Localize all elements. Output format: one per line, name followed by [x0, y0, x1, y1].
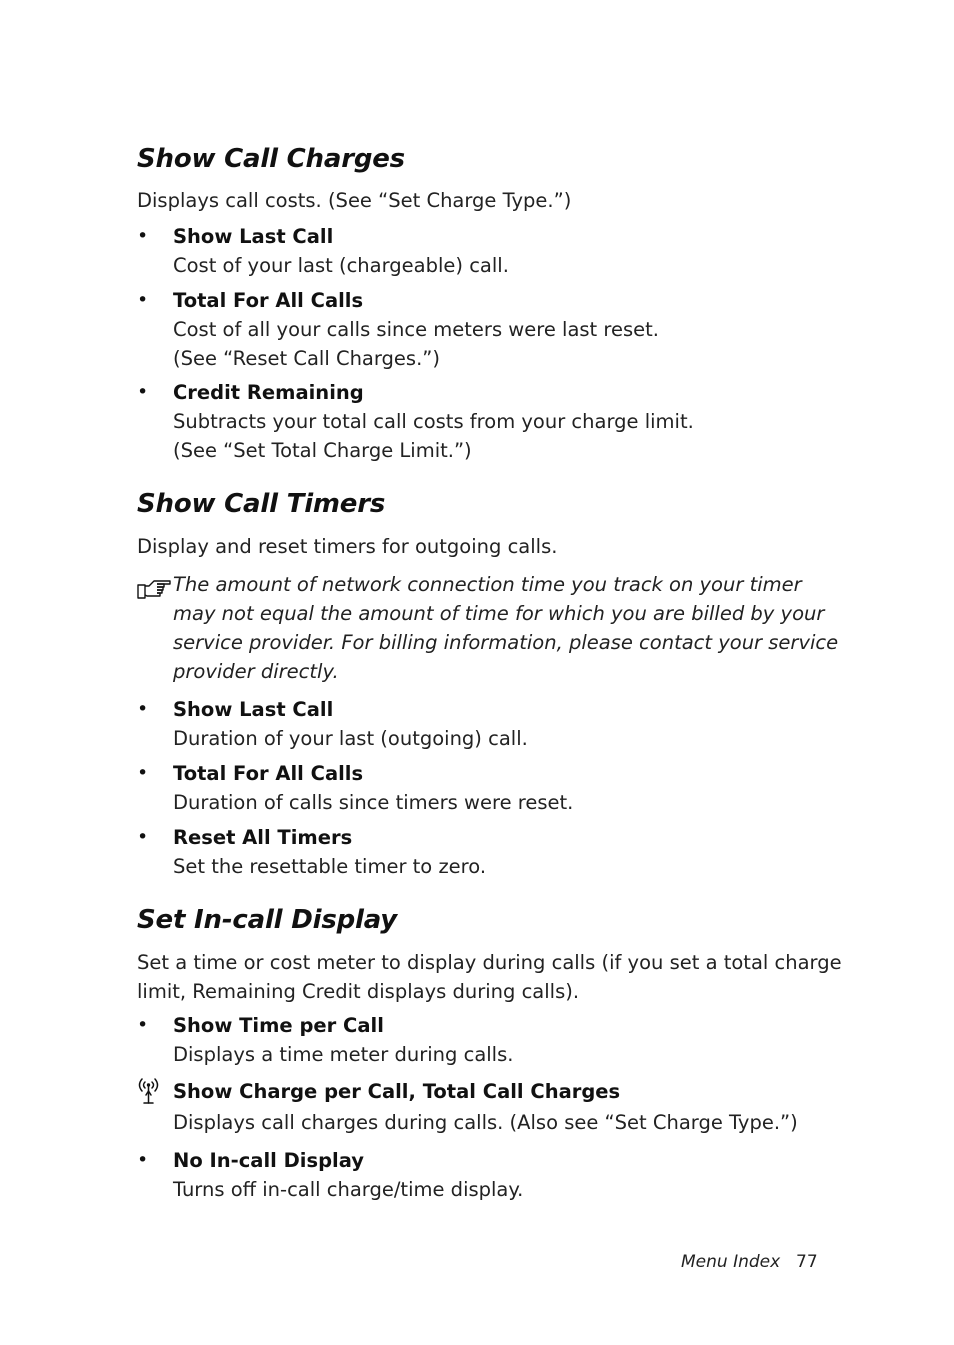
note-line: service provider. For billing information, please contact your service: [173, 631, 839, 654]
item-term: No In-call Display: [173, 1149, 365, 1172]
bullet-icon: •: [137, 1014, 149, 1036]
item-desc: Cost of all your calls since meters were last reset.: [173, 318, 659, 341]
bullet-icon: •: [137, 381, 149, 403]
bullet-icon: •: [137, 1149, 149, 1171]
bullet-icon: •: [137, 289, 149, 311]
section-intro: limit, Remaining Credit displays during calls).: [137, 980, 580, 1003]
item-desc: Cost of your last (chargeable) call.: [173, 254, 509, 277]
item-term: Credit Remaining: [173, 381, 364, 404]
note-line: provider directly.: [173, 660, 339, 683]
section-intro: Displays call costs. (See “Set Charge Type.”): [137, 189, 572, 212]
bullet-icon: •: [137, 826, 149, 848]
item-desc: (See “Reset Call Charges.”): [173, 347, 440, 370]
bullet-icon: •: [137, 762, 149, 784]
item-desc: Displays call charges during calls. (Also see “Set Charge Type.”): [173, 1111, 798, 1134]
section-intro: Display and reset timers for outgoing calls.: [137, 535, 558, 558]
footer-section-label: Menu Index: [681, 1252, 781, 1272]
note-line: may not equal the amount of time for which you are billed by your: [173, 602, 825, 625]
bullet-icon: •: [137, 225, 149, 247]
item-desc: Turns off in-call charge/time display.: [173, 1178, 524, 1201]
item-desc: (See “Set Total Charge Limit.”): [173, 439, 472, 462]
item-desc: Duration of your last (outgoing) call.: [173, 727, 528, 750]
note-line: The amount of network connection time you track on your timer: [173, 573, 802, 596]
section-title-set-in-call-display: Set In-call Display: [137, 905, 398, 935]
item-desc: Displays a time meter during calls.: [173, 1043, 514, 1066]
item-term: Show Charge per Call, Total Call Charges: [173, 1080, 621, 1103]
item-term: Show Last Call: [173, 698, 334, 721]
item-term: Total For All Calls: [173, 289, 364, 312]
item-desc: Set the resettable timer to zero.: [173, 855, 487, 878]
network-antenna-icon: [137, 1077, 161, 1105]
section-intro: Set a time or cost meter to display during calls (if you set a total charge: [137, 951, 842, 974]
item-desc: Subtracts your total call costs from your charge limit.: [173, 410, 694, 433]
item-desc: Duration of calls since timers were reset.: [173, 791, 574, 814]
item-term: Show Last Call: [173, 225, 334, 248]
section-title-show-call-timers: Show Call Timers: [137, 489, 386, 519]
item-term: Total For All Calls: [173, 762, 364, 785]
item-term: Reset All Timers: [173, 826, 353, 849]
page-number: 77: [796, 1252, 818, 1272]
bullet-icon: •: [137, 698, 149, 720]
pointing-hand-icon: [137, 573, 171, 603]
section-title-show-call-charges: Show Call Charges: [137, 144, 405, 174]
item-term: Show Time per Call: [173, 1014, 384, 1037]
